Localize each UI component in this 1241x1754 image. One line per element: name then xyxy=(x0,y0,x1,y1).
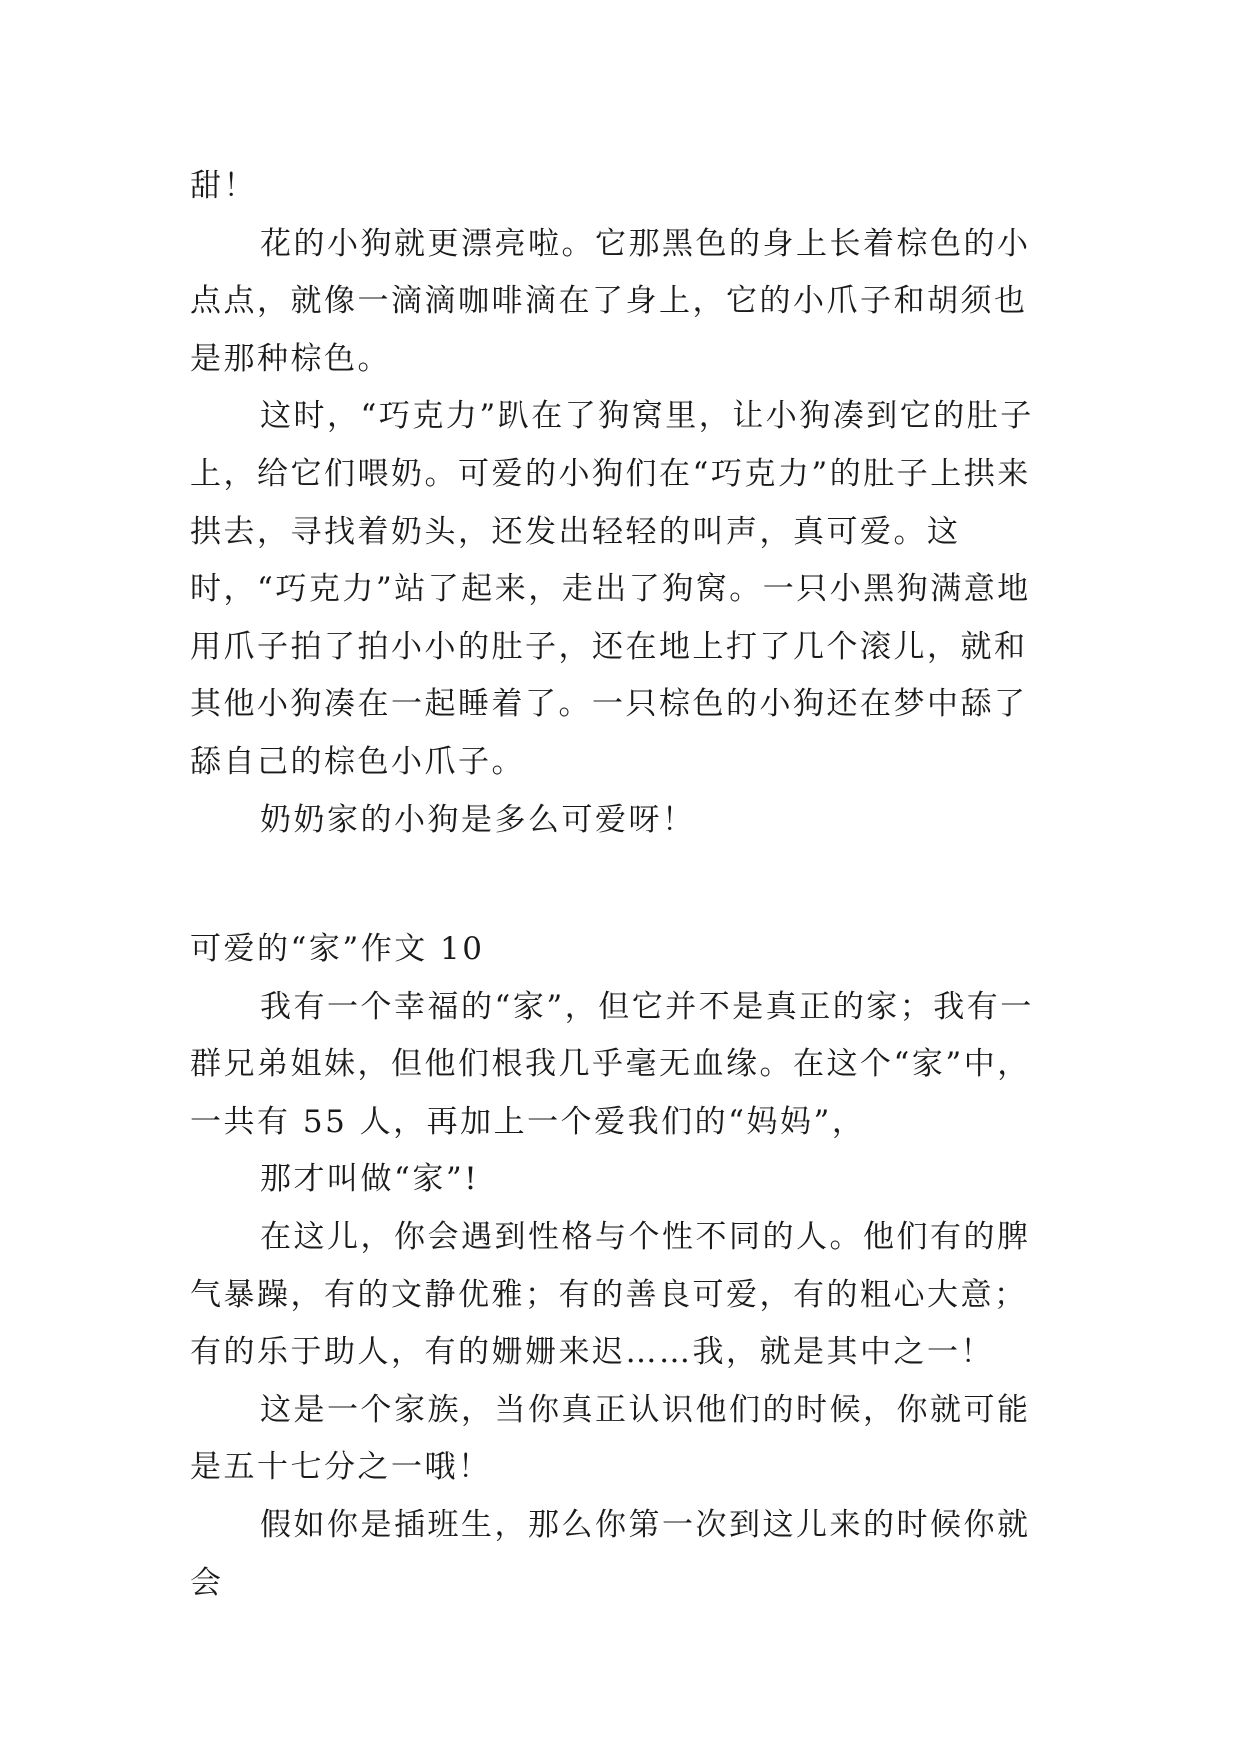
section-lovely-home xyxy=(190,921,1060,1612)
paragraph-home: 那才叫做“家”! xyxy=(260,1161,480,1198)
essay-title: 可爱的“家”作文 10 xyxy=(190,931,485,967)
paragraph-intro: 我有一个幸福的“家”，但它并不是真正的家；我有一群兄弟姐妹，但他们根我几乎毫无血缘。在这个“家”中，一共有 55 人，再加上一个爱我们的“妈妈”， xyxy=(190,988,1034,1140)
paragraph-spotted-puppy: 花的小狗就更漂亮啦。它那黑色的身上长着棕色的小点点，就像一滴滴咖啡滴在了身上，它的小爪子和胡须也是那种棕色。 xyxy=(190,225,1031,377)
paragraph-feeding: 这时，“巧克力”趴在了狗窝里，让小狗凑到它的肚子上，给它们喂奶。可爱的小狗们在“巧克力”的肚子上拱来拱去，寻找着奶头，还发出轻轻的叫声，真可爱。这时，“巧克力”站了起来，走出了狗窝。一只小黑狗满意地用爪子拍了拍小小的肚子，还在地上打了几个滚儿，就和其他小狗凑在一起睡着了。一只棕色的小狗还在梦中舔了舔自己的棕色小爪子。 xyxy=(190,398,1034,780)
paragraph-new-student: 假如你是插班生，那么你第一次到这儿来的时候你就会 xyxy=(190,1506,1031,1601)
section-dog-story xyxy=(190,158,1060,849)
paragraph-personalities: 在这儿，你会遇到性格与个性不同的人。他们有的脾气暴躁，有的文静优雅；有的善良可爱，有的粗心大意；有的乐于助人，有的姗姗来迟……我，就是其中之一！ xyxy=(190,1218,1031,1371)
paragraph-family: 这是一个家族，当你真正认识他们的时候，你就可能是五十七分之一哦！ xyxy=(190,1391,1031,1486)
paragraph-conclusion: 奶奶家的小狗是多么可爱呀！ xyxy=(260,801,696,838)
paragraph-continuation: 甜！ xyxy=(190,168,257,204)
